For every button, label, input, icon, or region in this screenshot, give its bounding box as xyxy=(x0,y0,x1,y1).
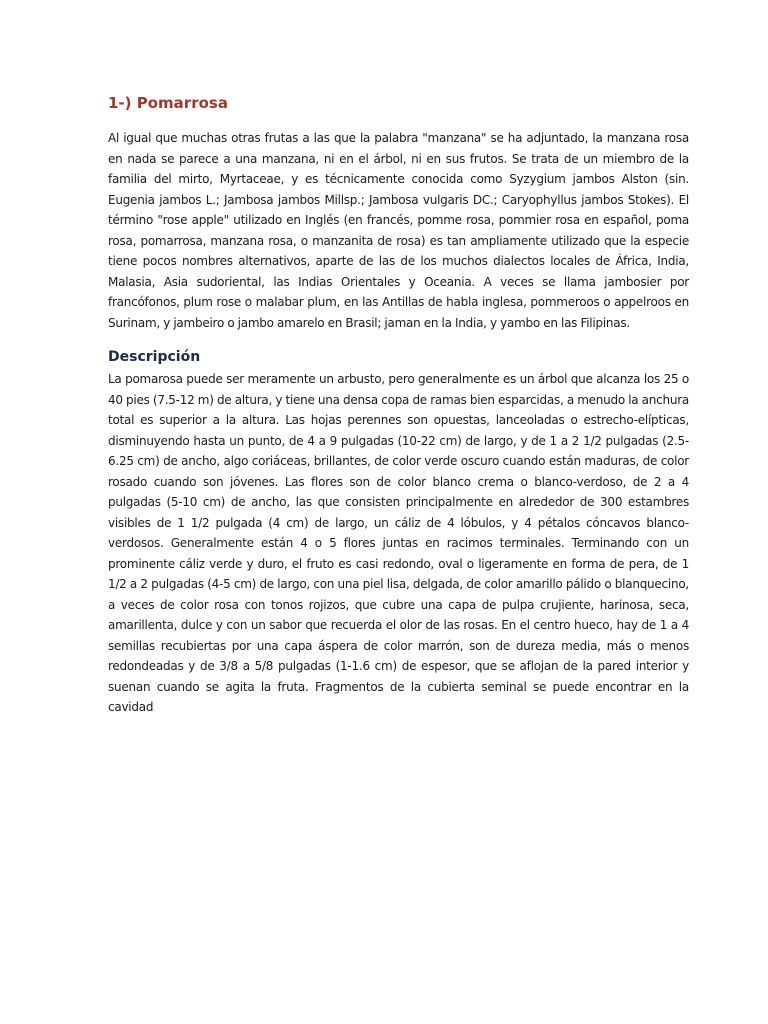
document-heading: 1-) Pomarrosa xyxy=(108,94,228,112)
intro-paragraph: Al igual que muchas otras frutas a las que la palabra "manzana" se ha adjuntado, la manzana rosa en nada se parece a una manzana, ni en el árbol, ni en sus frutos. Se trata de un miembro de la familia del mirto, Myrtaceae, y es técnicamente conocida como Syzygium jambos Alston (sin. Eugenia jambos L.; Jambosa jambos Millsp.; Jambosa vulgaris DC.; Caryophyllus jambos Stokes). El término "rose apple" utilizado en Inglés (en francés, pomme rosa, pommier rosa en español, poma rosa, pomarrosa, manzana rosa, o manzanita de rosa) es tan ampliamente utilizado que la especie tiene pocos nombres alternativos, aparte de las de los muchos dialectos locales de África, India, Malasia, Asia sudoriental, las Indias Orientales y Oceania. A veces se llama jambosier por francófonos, plum rose o malabar plum, en las Antillas de habla inglesa, pommeroos o appelroos en Surinam, y jambeiro o jambo amarelo en Brasil; jaman en la India, y yambo en las Filipinas. xyxy=(108,131,689,330)
description-paragraph: La pomarosa puede ser meramente un arbusto, pero generalmente es un árbol que alcanza los 25 o 40 pies (7.5-12 m) de altura, y tiene una densa copa de ramas bien esparcidas, a menudo la anchura total es superior a la altura. Las hojas perennes son opuestas, lanceoladas o estrecho-elípticas, disminuyendo hasta un punto, de 4 a 9 pulgadas (10-22 cm) de largo, y de 1 a 2 1/2 pulgadas (2.5-6.25 cm) de ancho, algo coriáceas, brillantes, de color verde oscuro cuando están maduras, de color rosado cuando son jóvenes. Las flores son de color blanco crema o blanco-verdoso, de 2 a 4 pulgadas (5-10 cm) de ancho, las que consisten principalmente en alrededor de 300 estambres visibles de 1 1/2 pulgada (4 cm) de largo, un cáliz de 4 lóbulos, y 4 pétalos cóncavos blanco-verdosos. Generalmente están 4 o 5 flores juntas en racimos terminales. Terminando con un prominente cáliz verde y duro, el fruto es casi redondo, oval o ligeramente en forma de pera, de 1 1/2 a 2 pulgadas (4-5 cm) de largo, con una piel lisa, delgada, de color amarillo pálido o blanquecino, a veces de color rosa con tonos rojizos, que cubre una capa de pulpa crujiente, harinosa, seca, amarillenta, dulce y con un sabor que recuerda el olor de las rosas. En el centro hueco, hay de 1 a 4 semillas recubiertas por una capa áspera de color marrón, son de dureza media, más o menos redondeadas y de 3/8 a 5/8 pulgadas (1-1.6 cm) de espesor, que se aflojan de la pared interior y suenan cuando se agita la fruta. Fragmentos de la cubierta seminal se puede encontrar en la cavidad xyxy=(108,372,689,714)
document-page xyxy=(108,92,689,718)
section-heading: Descripción xyxy=(108,349,201,365)
